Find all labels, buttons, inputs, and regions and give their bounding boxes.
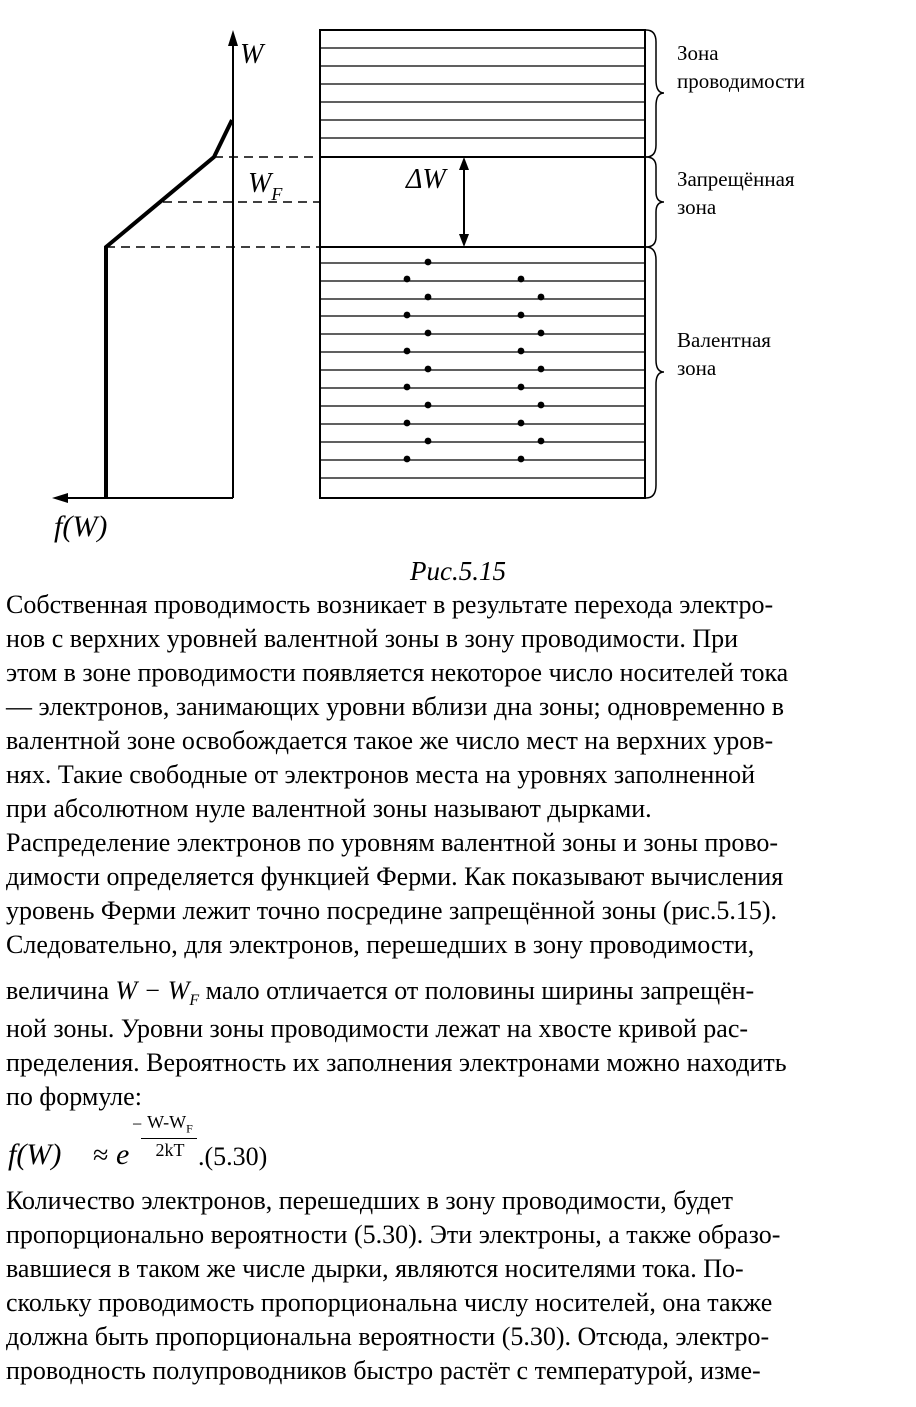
paragraph-4 — [6, 1184, 780, 1388]
valence-zone-label-1: Валентная — [677, 328, 771, 352]
forbidden-brace-icon — [646, 157, 664, 247]
text-line: — электронов, занимающих уровни вблизи дна зоны; одновременно в — [6, 692, 785, 721]
gap-arrow-up-icon — [459, 157, 469, 170]
formula-approx-sign: ≈ — [93, 1140, 109, 1171]
text-line: по формуле: — [6, 1082, 142, 1111]
forbidden-zone-label-1: Запрещённая — [677, 167, 795, 191]
text-line: этом в зоне проводимости появляется некоторое число носителей тока — [6, 658, 789, 687]
formula-exponent-minus: − — [132, 1114, 143, 1134]
text-line: скольку проводимость пропорциональна числу носителей, она также — [6, 1288, 773, 1317]
conduction-zone-label-1: Зона — [677, 41, 719, 65]
formula-denominator: 2kT — [155, 1140, 185, 1160]
text-line: Следовательно, для электронов, перешедших в зону проводимости, — [6, 930, 755, 959]
text-line: Количество электронов, перешедших в зону проводимости, будет — [6, 1186, 733, 1215]
x-axis-arrow-icon — [52, 493, 68, 503]
formula-5-30 — [8, 1112, 308, 1187]
fermi-level-label: $W_F$ — [248, 168, 283, 204]
formula-numerator: $W-W_F$ — [147, 1112, 193, 1136]
axis-x-label: f(W) — [54, 510, 108, 543]
text-line: валентной зоне освобождается такое же число мест на верхних уров- — [6, 726, 774, 755]
formula-fraction-bar — [141, 1138, 197, 1139]
gap-arrow-down-icon — [459, 234, 469, 247]
valence-brace-icon — [646, 247, 664, 498]
figure-caption: Рис.5.15 — [410, 556, 506, 586]
text-line: пропорционально вероятности (5.30). Эти электроны, а также образо- — [6, 1220, 781, 1249]
text-line: при абсолютном нуле валентной зоны называют дырками. — [6, 794, 652, 823]
text-line: Распределение электронов по уровням валентной зоны и зоны прово- — [6, 828, 779, 857]
text-line: нях. Такие свободные от электронов места на уровнях заполненной — [6, 760, 756, 789]
band-gap-label: ΔW — [406, 164, 446, 195]
text-line: уровень Ферми лежит точно посредине запрещённой зоны (рис.5.15). — [6, 896, 777, 925]
axes — [62, 38, 233, 498]
y-axis-arrow-icon — [228, 30, 238, 46]
text-line: проводность полупроводников быстро растёт с температурой, изме- — [6, 1356, 761, 1385]
text-line: нов с верхних уровней валентной зоны в зону проводимости. При — [6, 624, 739, 653]
electron-dots — [404, 259, 545, 463]
formula-exponent-base: e — [116, 1138, 130, 1171]
paragraph-3 — [6, 1012, 787, 1114]
text-line: ной зоны. Уровни зоны проводимости лежат на хвосте кривой рас- — [6, 1014, 749, 1043]
axis-y-label: W — [240, 39, 264, 70]
formula-lhs: f(W) — [8, 1138, 62, 1171]
text-fragment: мало отличается от половины ширины запрещён- — [199, 976, 755, 1005]
conduction-zone-label-2: проводимости — [677, 69, 805, 93]
text-line: Собственная проводимость возникает в результате перехода электро- — [6, 590, 774, 619]
text-line: димости определяется функцией Ферми. Как показывают вычисления — [6, 862, 784, 891]
valence-band-levels — [320, 263, 645, 478]
fermi-distribution-curve — [106, 120, 232, 498]
band-diagram-figure — [0, 0, 916, 560]
text-line: должна быть пропорциональна вероятности (5.30). Отсюда, электро- — [6, 1322, 770, 1351]
text-line: пределения. Вероятность их заполнения электронами можно находить — [6, 1048, 787, 1077]
level-dashed-lines — [106, 157, 320, 247]
inline-math: $W - W_F$ — [115, 976, 200, 1010]
forbidden-zone-label-2: зона — [677, 195, 717, 219]
paragraph-1 — [6, 588, 788, 962]
band-rectangle — [320, 30, 645, 498]
text-fragment: величина — [6, 976, 116, 1005]
formula-reference: .(5.30) — [198, 1142, 268, 1171]
valence-zone-label-2: зона — [677, 356, 717, 380]
conduction-band-levels — [320, 48, 645, 138]
text-line: вавшиеся в таком же числе дырки, являются носителями тока. По- — [6, 1254, 744, 1283]
conduction-brace-icon — [646, 30, 664, 157]
